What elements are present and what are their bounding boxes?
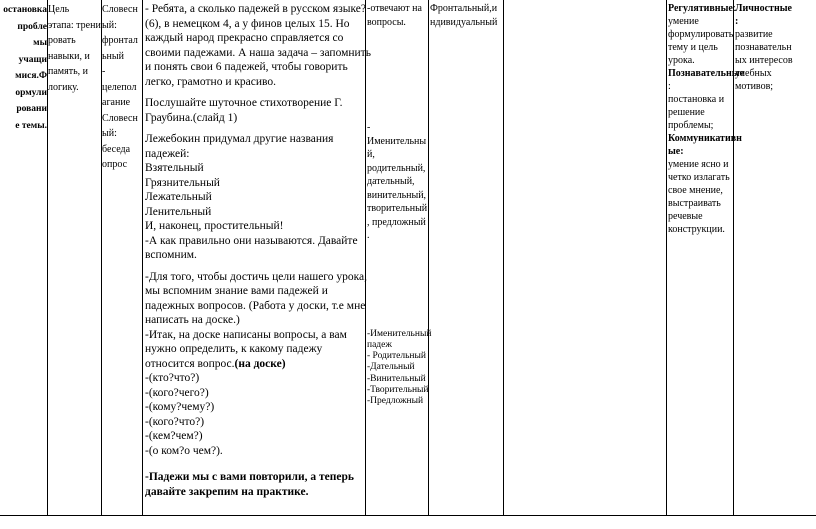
case-question: -(о ком?о чем?). [145,444,223,457]
communicative-line: речевые [668,211,703,222]
learning-skills-cell [668,2,744,236]
stage-name-line: ровани [16,104,47,114]
stage-goal-line: память, и [48,66,88,77]
poem-line: -А как правильно они называются. Давайте [145,234,358,247]
personal-line: учебных [735,68,772,79]
case-question: -(кем?чем?) [145,430,203,442]
cognitive-line: постановка и [668,94,725,105]
case-answer-line: -Предложный [367,396,424,407]
cases-list-line: , предложный [367,216,426,228]
regulative-heading [668,2,736,15]
cases-list-line: творительный [367,203,428,214]
column-divider [142,0,143,515]
column-divider [666,0,667,515]
student-answer-line: -отвечают на [367,3,422,14]
cases-list-line: дательный, [367,176,415,187]
methods-line: целепол [102,81,137,93]
poem-line: падежей: [145,147,190,160]
methods-cell [102,2,142,173]
methods-line: агание [102,97,131,108]
poem-line: Грязнительный [145,176,220,189]
cases-list-line: - [367,122,371,133]
stage-name-line: ормули [15,87,47,98]
case-answer-line: -Творительный [367,384,429,395]
stage-name-line: пробле [17,21,47,32]
goal-line: -Итак, на доске написаны вопросы, а вам [145,328,347,341]
regulative-line: умение [668,16,699,27]
methods-line: Словесн [102,4,138,15]
methods-line: Словесн [102,112,138,124]
regulative-line: формулировать [668,29,734,40]
personal-line: мотивов; [735,81,774,92]
personal-line: познавательн [735,42,792,53]
student-answer-line: вопросы. [367,16,406,28]
regulative-line: урока. [668,55,695,66]
methods-line: беседа [102,143,131,155]
cases-list-line: й, [367,149,375,160]
poem-line: Лежательный [145,191,212,203]
teacher-text-line: - Ребята, а сколько падежей в русском языке? [145,3,366,15]
methods-line: ьный [102,50,124,62]
poem-intro-line: Граубина.(слайд 1) [145,111,238,124]
goal-line: падежных вопросов. (Работа у доски, т.е мне [145,299,366,312]
methods-line: - [102,66,106,77]
goal-line: мы вспомним знание вами падежей и [145,285,328,297]
teacher-text-line: легко, грамотно и красиво. [145,75,277,88]
poem-line: Лежебокин придумал другие названия [145,133,334,145]
closing-line: давайте закрепим на практике. [145,485,309,498]
communicative-line: конструкции. [668,224,725,235]
regulative-line: тему и цель [668,42,718,53]
personal-line: ых интересов [735,55,793,66]
work-form-line: ндивидуальный [430,16,498,28]
stage-goal-line: логику. [48,81,79,93]
personal-line: развитие [735,29,773,40]
goal-line: нужно определить, к какому падежу [145,343,323,355]
stage-name-line: остановка [3,5,47,15]
methods-line: опрос [102,159,128,170]
goal-line-text: относится вопрос. [145,357,235,370]
poem-line: Ленительный [145,205,212,218]
case-answer-line: - Родительный [367,351,426,362]
poem-line: И, наконец, простительный! [145,220,284,232]
student-activity-cell [367,2,432,408]
teacher-text-line: (6), в немецком 4, а у финов целых 15. Но [145,17,350,30]
personal-colon: : [735,16,739,27]
teacher-text-line: каждый народ прекрасно справляется со [145,32,344,44]
poem-intro-line: Послушайте шуточное стихотворение Г. [145,97,343,109]
communicative-label: ые: [668,146,684,157]
regulative-label: Регулятивные [668,3,733,14]
stage-name-line: учащи [18,54,47,65]
case-question: -(кому?чему?) [145,401,215,413]
teacher-activity-cell [145,2,371,499]
case-question: -(кто?что?) [145,372,200,384]
row-divider [0,515,816,516]
communicative-line: выстраивать [668,198,721,209]
stage-goal-cell [48,2,100,95]
stage-goal-line: ровать [48,35,76,46]
case-answer-line: падеж [367,339,392,350]
methods-line: ый: [102,128,117,139]
communicative-line: четко излагать [668,172,730,183]
stage-name-line: мы [33,38,47,48]
stage-name-line: е темы. [15,120,47,131]
personal-skills-cell [732,2,815,93]
cases-list-line: Именительны [367,135,427,147]
goal-board-note: (на доске) [234,357,286,370]
cognitive-line: решение [668,107,705,118]
methods-line: ый: [102,19,117,31]
stage-goal-line: Цель [48,4,70,15]
cases-list-line: родительный, [367,162,426,174]
work-form-cell [430,2,502,29]
goal-line: -Для того, чтобы достичь цели нашего урока, [145,270,368,283]
case-question: -(кого?чего?) [145,386,209,399]
cases-list-line: винительный, [367,189,427,201]
work-form-line: Фронтальный,и [430,3,498,14]
goal-line [145,357,367,372]
methods-line: фронтал [102,35,138,46]
teacher-text-line: своими падежами. А наша задача – запомнить [145,46,371,59]
column-divider [503,0,504,515]
case-question: -(кого?что?) [145,415,205,428]
poem-line: Взятельный [145,162,204,174]
case-answer-line: -Винительный [367,373,426,384]
stage-name-cell [1,2,47,134]
teacher-text-line: и понять свои 6 падежей, чтобы говорить [145,61,348,73]
communicative-label: Коммуникативн [668,133,742,144]
communicative-line: умение ясно и [668,159,729,170]
stage-goal-line: навыки, и [48,50,90,62]
goal-line: написать на доске.) [145,314,240,326]
stage-name-line: мися.Ф [15,71,47,81]
cognitive-label: Познавательные [668,68,744,79]
regulative-colon: : [732,3,736,14]
case-answer-line: -Именительный [367,328,432,339]
case-answer-line: -Дательный [367,362,415,373]
closing-line: -Падежи мы с вами повторили, а теперь [145,471,354,483]
personal-label: Личностные [735,3,792,14]
poem-line: вспомним. [145,249,197,261]
cases-list-line: . [367,230,370,241]
communicative-line: свое мнение, [668,185,723,196]
stage-goal-line: этапа: трени [48,19,101,31]
cognitive-colon: : [668,81,671,92]
cognitive-line: проблемы; [668,120,714,131]
